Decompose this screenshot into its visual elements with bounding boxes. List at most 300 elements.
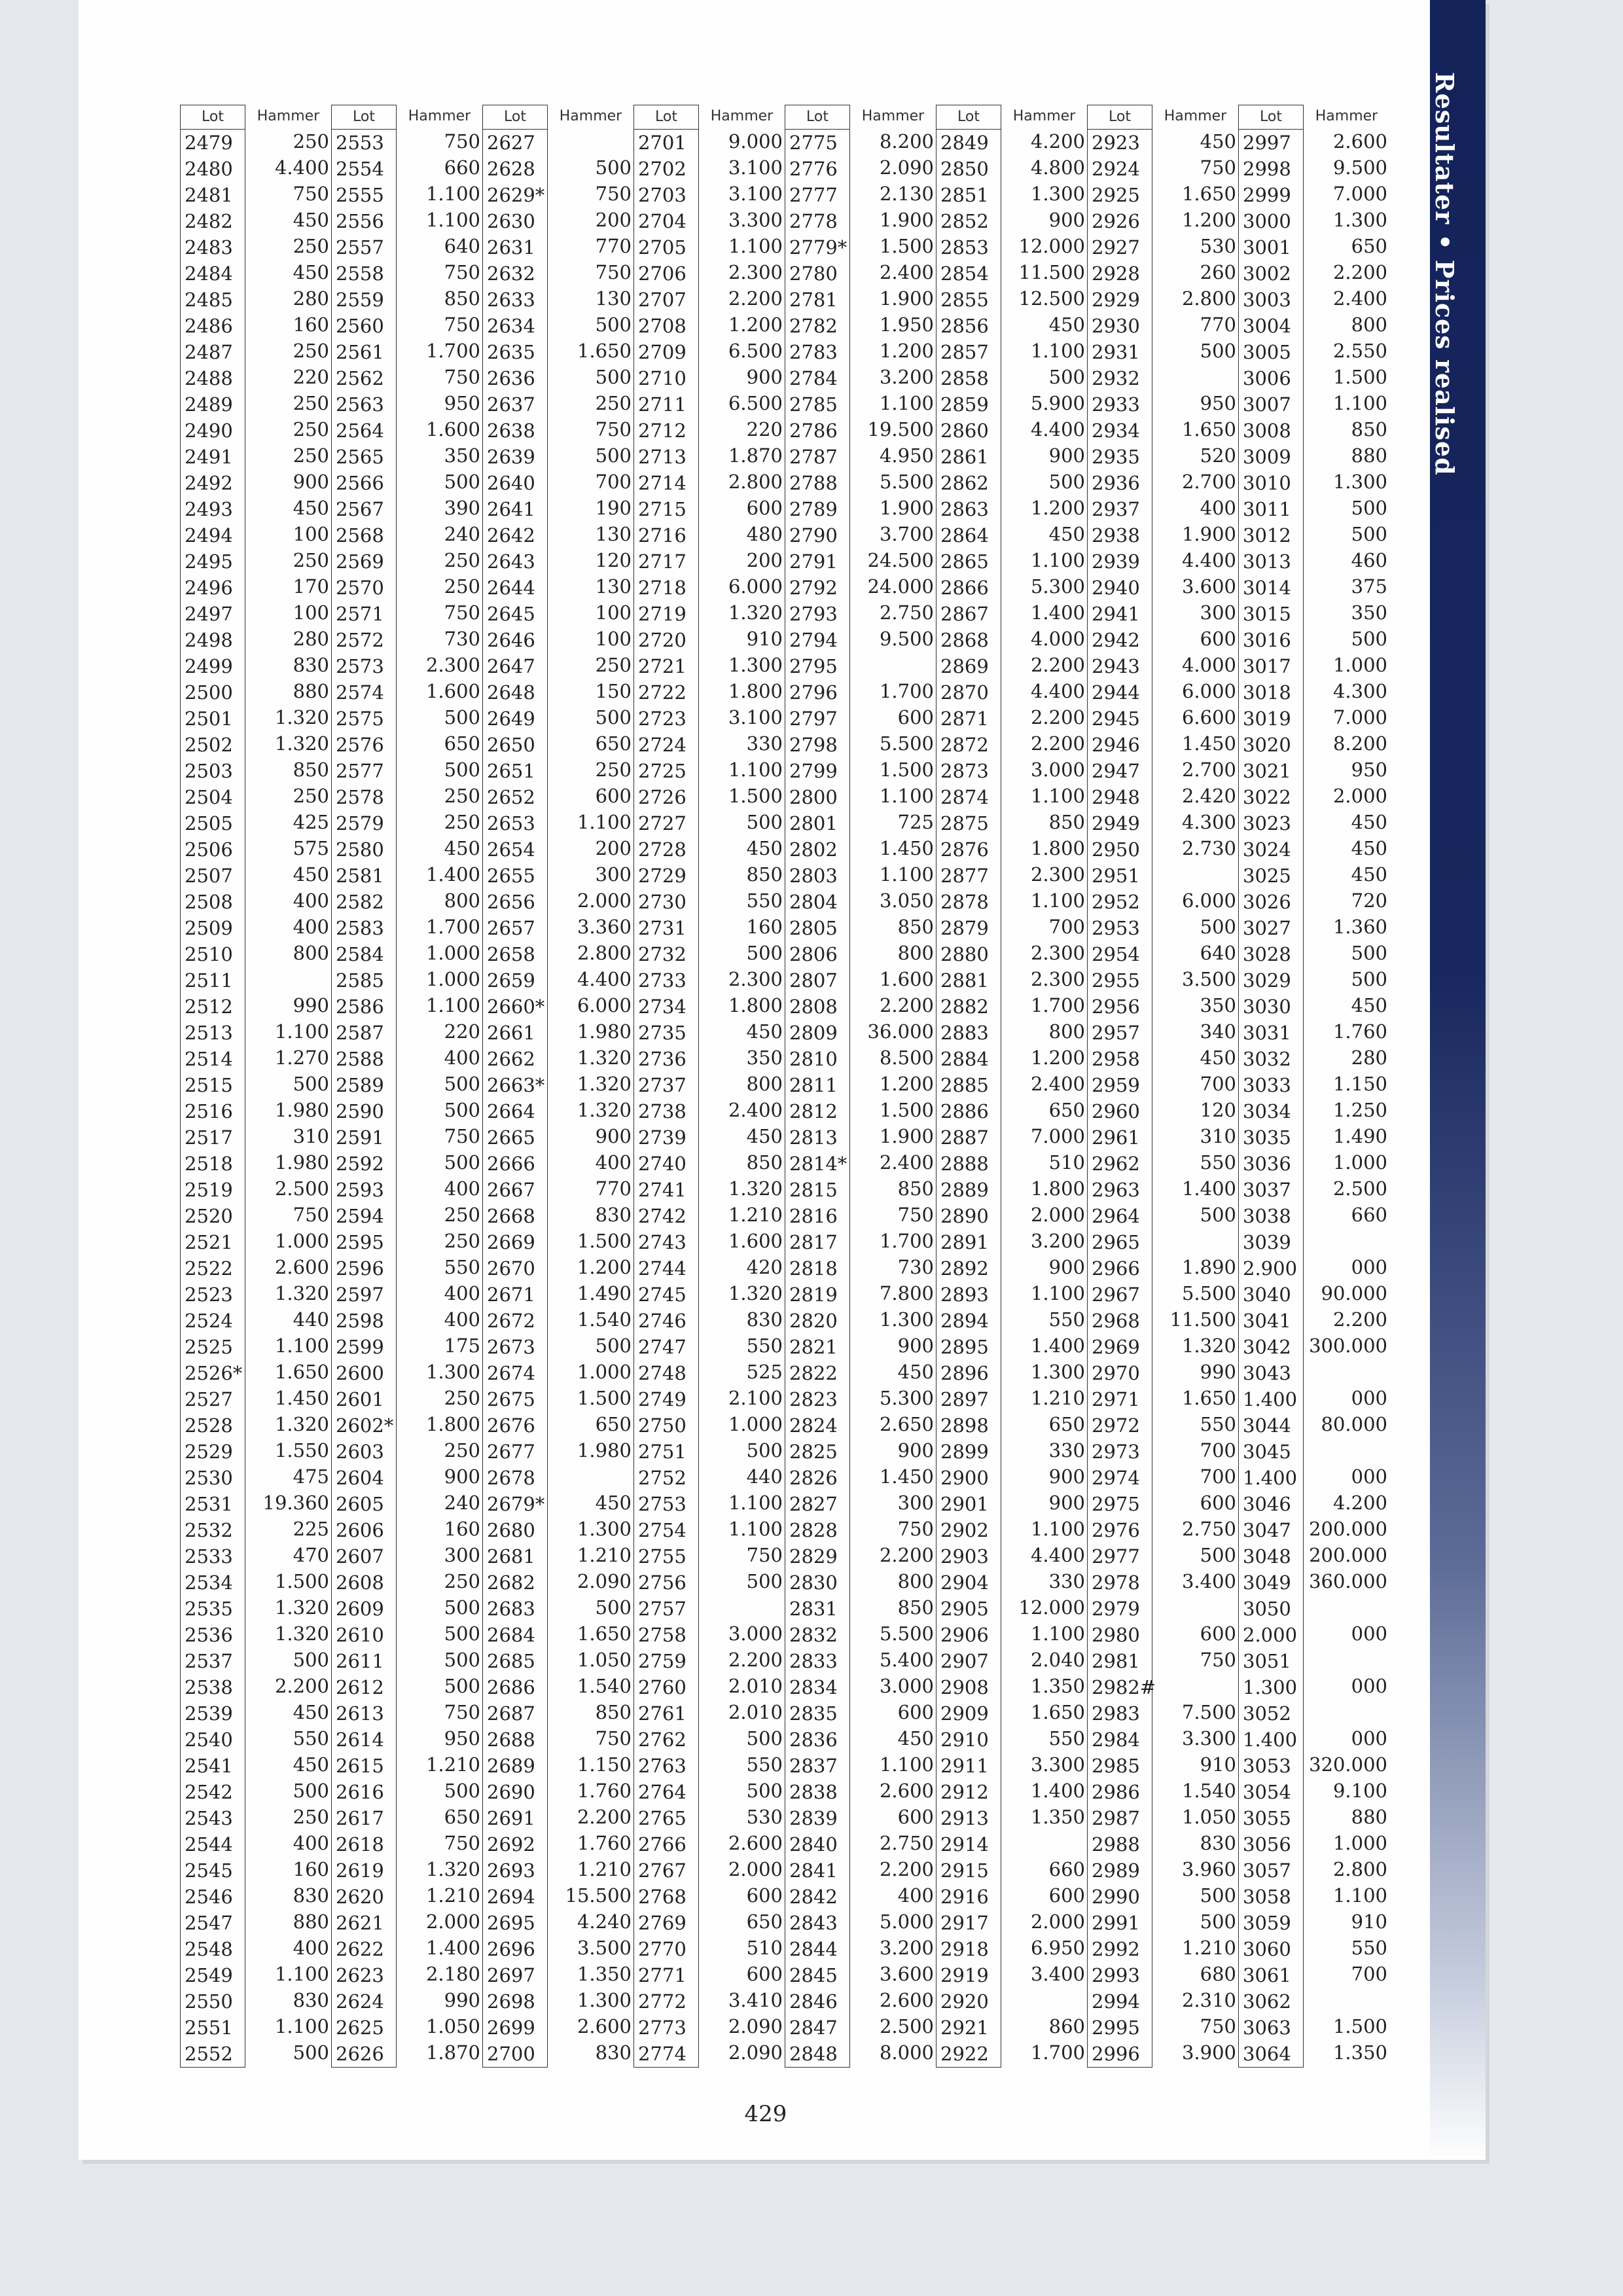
hammer-price: 600 <box>1200 1492 1236 1514</box>
hammer-price: 1.100 <box>425 183 480 205</box>
hammer-price: 500 <box>293 1073 329 1095</box>
lot-number: 2971 <box>1092 1388 1140 1410</box>
hammer-price: 1.650 <box>577 340 632 362</box>
hammer-price: 6.500 <box>728 392 783 414</box>
hammer-price: 880 <box>293 680 329 702</box>
hammer-price: 24.500 <box>867 549 934 571</box>
hammer-price: 160 <box>444 1518 480 1540</box>
hammer-price: 350 <box>1200 994 1236 1016</box>
lot-number: 2779* <box>789 236 847 259</box>
hammer-price: 600 <box>1048 1884 1085 1907</box>
lot-number: 2712 <box>638 420 687 442</box>
hammer-price: 1.360 <box>1332 916 1387 938</box>
hammer-price <box>1001 1830 1087 1856</box>
hammer-price: 7.000 <box>1030 1125 1085 1147</box>
lot-number: 2676 <box>487 1414 535 1437</box>
hammer-price: 500 <box>595 706 632 728</box>
lot-number: 2581 <box>336 865 384 887</box>
lot-number: 2771 <box>638 1964 687 1986</box>
hammer-price: 750 <box>746 1544 783 1566</box>
lot-number: 2653 <box>487 812 535 834</box>
lot-number: 2629* <box>487 184 545 206</box>
hammer-price: 1.320 <box>425 1858 480 1880</box>
hammer-price: 4.400 <box>1030 1544 1085 1566</box>
lot-number: 2720 <box>638 629 687 651</box>
lot-number: 2618 <box>336 1833 384 1856</box>
hammer-price: 2.300 <box>1030 863 1085 886</box>
hammer-price: 1.400 <box>1030 1780 1085 1802</box>
lot-number: 2989 <box>1092 1859 1140 1882</box>
lot-column <box>633 105 699 2068</box>
lot-number: 2854 <box>940 262 989 285</box>
hammer-price: 1.650 <box>577 1623 632 1645</box>
lot-number: 2638 <box>487 420 535 442</box>
hammer-price: 4.400 <box>1030 418 1085 440</box>
lot-number: 3015 <box>1243 603 1291 625</box>
lot-number: 2988 <box>1092 1833 1140 1856</box>
lot-number: 2747 <box>638 1336 687 1358</box>
lot-number: 2980 <box>1092 1624 1140 1646</box>
hammer-price: 3.300 <box>728 209 783 231</box>
lot-number: 2484 <box>185 262 233 285</box>
hammer-price: 1.350 <box>577 1963 632 1985</box>
column-group <box>482 105 633 2068</box>
hammer-price: 250 <box>444 1204 480 1226</box>
hammer-price: 1.350 <box>1030 1806 1085 1828</box>
lot-number: 2791 <box>789 550 838 573</box>
hammer-price: 750 <box>293 1204 329 1226</box>
lot-number: 2667 <box>487 1179 535 1201</box>
hammer-price: 850 <box>595 1701 632 1723</box>
lot-column <box>1087 105 1156 2068</box>
lot-number: 2939 <box>1092 550 1140 573</box>
lot-number: 2612 <box>336 1676 384 1698</box>
lot-number: 2596 <box>336 1257 384 1280</box>
hammer-price: 550 <box>1200 1413 1236 1435</box>
hammer-price: 2.800 <box>728 471 783 493</box>
hammer-price: 2.300 <box>728 968 783 990</box>
hammer-price: 12.000 <box>1018 1596 1085 1619</box>
hammer-price: 1.100 <box>1030 549 1085 571</box>
lot-number: 2617 <box>336 1807 384 1829</box>
lot-number: 2875 <box>940 812 989 834</box>
lot-number: 2631 <box>487 236 535 259</box>
hammer-price <box>245 966 331 992</box>
hammer-price: 700 <box>1200 1465 1236 1488</box>
hammer-price: 1.400 <box>425 863 480 886</box>
lot-number: 2946 <box>1092 734 1140 756</box>
lot-number: 2768 <box>638 1886 687 1908</box>
hammer-price: 400 <box>897 1884 934 1907</box>
lot-number: 2741 <box>638 1179 687 1201</box>
lot-number: 2734 <box>638 996 687 1018</box>
lot-number: 2832 <box>789 1624 838 1646</box>
lot-number: 2554 <box>336 158 384 180</box>
hammer-price: 2.400 <box>1030 1073 1085 1095</box>
hammer-price: 280 <box>1351 1047 1387 1069</box>
hammer-price <box>548 128 633 154</box>
lot-number: 2525 <box>185 1336 233 1358</box>
hammer-price: 600 <box>595 785 632 807</box>
hammer-price: 1.600 <box>728 1230 783 1252</box>
lot-number: 2655 <box>487 865 535 887</box>
lot-number: 2738 <box>638 1100 687 1122</box>
hammer-price: 2.010 <box>728 1675 783 1697</box>
hammer-price: 250 <box>444 549 480 571</box>
hammer-price: 800 <box>897 1570 934 1592</box>
hammer-price: 750 <box>444 314 480 336</box>
hammer-price: 730 <box>444 628 480 650</box>
lot-number: 2774 <box>638 2043 687 2065</box>
lot-number: 2601 <box>336 1388 384 1410</box>
hammer-price: 750 <box>595 183 632 205</box>
lot-number: 2770 <box>638 1938 687 1960</box>
lot-number: 2862 <box>940 472 989 494</box>
lot-number: 2641 <box>487 498 535 520</box>
lot-number: 2610 <box>336 1624 384 1646</box>
hammer-price: 220 <box>444 1020 480 1043</box>
lot-number: 2497 <box>185 603 233 625</box>
lot-number: 2580 <box>336 838 384 861</box>
hammer-price: 1.300 <box>879 1308 934 1331</box>
hammer-price: 8.200 <box>1332 732 1387 755</box>
lot-number: 2845 <box>789 1964 838 1986</box>
lot-column <box>936 105 1001 2068</box>
hammer-price: 1.500 <box>879 759 934 781</box>
lot-number: 2568 <box>336 524 384 547</box>
column-group <box>331 105 482 2068</box>
hammer-price: 3.000 <box>728 1623 783 1645</box>
lot-number: 2796 <box>789 681 838 704</box>
lot-number: 2870 <box>940 681 989 704</box>
hammer-price: 1.100 <box>1030 889 1085 912</box>
lot-number: 2982# <box>1092 1676 1156 1698</box>
hammer-price: 2.200 <box>274 1675 329 1697</box>
hammer-price: 11.500 <box>1018 261 1085 283</box>
hammer-price: 1.490 <box>577 1282 632 1304</box>
lot-number: 2719 <box>638 603 687 625</box>
lot-number: 3062 <box>1243 1990 1291 2013</box>
hammer-price: 1.100 <box>1332 392 1387 414</box>
lot-number: 2766 <box>638 1833 687 1856</box>
hammer-price: 1.400 <box>425 1937 480 1959</box>
hammer-price: 3.400 <box>1030 1963 1085 1985</box>
hammer-price: 24.000 <box>867 575 934 598</box>
hammer-price: 1.000 <box>577 1361 632 1383</box>
lot-number: 2703 <box>638 184 687 206</box>
hammer-price: 2.600 <box>577 2015 632 2037</box>
hammer-price: 2.310 <box>1181 1989 1236 2011</box>
hammer-price: 2.180 <box>425 1963 480 1985</box>
hammer-price: 880 <box>293 1910 329 1933</box>
hammer-price: 500 <box>746 1570 783 1592</box>
hammer-price: 250 <box>444 811 480 833</box>
lot-number: 2648 <box>487 681 535 704</box>
lot-number: 2555 <box>336 184 384 206</box>
lot-number: 2903 <box>940 1545 989 1568</box>
lot-number: 2716 <box>638 524 687 547</box>
hammer-price: 1.650 <box>1181 418 1236 440</box>
lot-number: 2690 <box>487 1781 535 1803</box>
lot-number: 2592 <box>336 1153 384 1175</box>
lot-number: 2599 <box>336 1336 384 1358</box>
hammer-price: 250 <box>293 549 329 571</box>
hammer-price: 500 <box>1048 471 1085 493</box>
hammer-price: 1.100 <box>879 863 934 886</box>
lot-number: 2560 <box>336 315 384 337</box>
lot-number: 2874 <box>940 786 989 808</box>
lot-number: 2843 <box>789 1912 838 1934</box>
hammer-price: 2.600 <box>1332 130 1387 152</box>
lot-number: 3012 <box>1243 524 1291 547</box>
hammer-price: 1.300 <box>577 1989 632 2011</box>
lot-number: 3050 <box>1243 1598 1291 1620</box>
hammer-price: 6.000 <box>1181 680 1236 702</box>
hammer-column <box>1001 105 1087 2068</box>
hammer-price: 000 <box>1351 1675 1387 1697</box>
hammer-price: 3.000 <box>1030 759 1085 781</box>
lot-number: 3030 <box>1243 996 1291 1018</box>
hammer-price: 240 <box>444 523 480 545</box>
hammer-price: 1.500 <box>274 1570 329 1592</box>
hammer-price: 1.550 <box>274 1439 329 1462</box>
hammer-price: 830 <box>1200 1832 1236 1854</box>
lot-number: 2714 <box>638 472 687 494</box>
hammer-price: 1.100 <box>728 1492 783 1514</box>
lot-number: 2772 <box>638 1990 687 2013</box>
hammer-price: 5.000 <box>879 1910 934 1933</box>
lot-number: 2752 <box>638 1467 687 1489</box>
hammer-price: 470 <box>293 1544 329 1566</box>
lot-number: 2728 <box>638 838 687 861</box>
lot-number: 2928 <box>1092 262 1140 285</box>
lot-number: 3022 <box>1243 786 1291 808</box>
column-group <box>633 105 785 2068</box>
hammer-price: 700 <box>1351 1963 1387 1985</box>
lot-number: 3048 <box>1243 1545 1291 1568</box>
lot-number: 3018 <box>1243 681 1291 704</box>
hammer-price: 550 <box>746 1335 783 1357</box>
hammer-price: 6.500 <box>728 340 783 362</box>
hammer-price: 9.500 <box>1332 156 1387 179</box>
hammer-price: 650 <box>444 732 480 755</box>
lot-number: 3009 <box>1243 446 1291 468</box>
hammer-price: 1.000 <box>425 942 480 964</box>
hammer-price <box>1152 1228 1238 1254</box>
hammer-price: 1.800 <box>1030 1177 1085 1200</box>
hammer-price: 8.000 <box>879 2041 934 2064</box>
lot-number: 2917 <box>940 1912 989 1934</box>
lot-number: 2587 <box>336 1022 384 1044</box>
lot-number: 2645 <box>487 603 535 625</box>
lot-number: 2881 <box>940 969 989 992</box>
lot-number: 2844 <box>789 1938 838 1960</box>
hammer-price: 12.500 <box>1018 287 1085 310</box>
hammer-price: 120 <box>1200 1099 1236 1121</box>
lot-number: 2537 <box>185 1650 233 1672</box>
hammer-price: 2.400 <box>728 1099 783 1121</box>
lot-number: 2788 <box>789 472 838 494</box>
hammer-price: 130 <box>595 523 632 545</box>
lot-number: 3056 <box>1243 1833 1291 1856</box>
lot-number: 2708 <box>638 315 687 337</box>
lot-number: 2593 <box>336 1179 384 1201</box>
lot-number: 2688 <box>487 1729 535 1751</box>
lot-number: 2718 <box>638 577 687 599</box>
hammer-price: 1.210 <box>728 1204 783 1226</box>
hammer-price: 2.100 <box>728 1387 783 1409</box>
hammer-price: 310 <box>1200 1125 1236 1147</box>
lot-number: 2563 <box>336 393 384 416</box>
lot-number: 3044 <box>1243 1414 1291 1437</box>
lot-number: 2567 <box>336 498 384 520</box>
lot-number: 2.000 <box>1243 1624 1298 1646</box>
hammer-price: 500 <box>444 1649 480 1671</box>
hammer-price: 750 <box>444 1832 480 1854</box>
lot-number: 2577 <box>336 760 384 782</box>
hammer-price: 910 <box>1200 1753 1236 1776</box>
hammer-price: 500 <box>595 1335 632 1357</box>
hammer-price: 830 <box>595 2041 632 2064</box>
hammer-price: 1.800 <box>1030 837 1085 859</box>
hammer-price: 725 <box>897 811 934 833</box>
hammer-price: 2.750 <box>879 601 934 624</box>
lot-number: 2499 <box>185 655 233 677</box>
lot-number: 2985 <box>1092 1755 1140 1777</box>
lot-number: 2532 <box>185 1519 233 1541</box>
hammer-price: 450 <box>293 863 329 886</box>
hammer-price: 12.000 <box>1018 235 1085 257</box>
lot-number: 2630 <box>487 210 535 232</box>
lot-number: 2479 <box>185 132 233 154</box>
hammer-price: 220 <box>746 418 783 440</box>
hammer-price: 1.760 <box>577 1780 632 1802</box>
lot-number: 2694 <box>487 1886 535 1908</box>
lot-number: 2954 <box>1092 943 1140 965</box>
hammer-price: 500 <box>1200 1910 1236 1933</box>
hammer-price: 1.100 <box>1030 340 1085 362</box>
hammer-price: 500 <box>1200 1884 1236 1907</box>
lot-number: 2927 <box>1092 236 1140 259</box>
lot-number: 3040 <box>1243 1283 1291 1306</box>
hammer-price <box>1304 1987 1389 2013</box>
lot-column <box>1238 105 1304 2068</box>
lot-number: 2860 <box>940 420 989 442</box>
hammer-price: 250 <box>293 340 329 362</box>
lot-number: 2969 <box>1092 1336 1140 1358</box>
hammer-header: Hammer <box>559 108 622 124</box>
hammer-price: 750 <box>595 1727 632 1749</box>
lot-number: 3028 <box>1243 943 1291 965</box>
lot-number: 2682 <box>487 1571 535 1594</box>
hammer-price: 1.600 <box>425 418 480 440</box>
lot-number: 2745 <box>638 1283 687 1306</box>
hammer-price: 1.350 <box>1030 1675 1085 1697</box>
lot-number: 2528 <box>185 1414 233 1437</box>
lot-number: 2853 <box>940 236 989 259</box>
hammer-price: 250 <box>444 1387 480 1409</box>
lot-number: 3057 <box>1243 1859 1291 1882</box>
hammer-price: 900 <box>1048 1492 1085 1514</box>
lot-number: 2756 <box>638 1571 687 1594</box>
hammer-price: 650 <box>1351 235 1387 257</box>
lot-number: 2968 <box>1092 1310 1140 1332</box>
hammer-price: 3.400 <box>1181 1570 1236 1592</box>
lot-number: 2605 <box>336 1493 384 1515</box>
hammer-price: 3.100 <box>728 156 783 179</box>
hammer-price <box>1304 1228 1389 1254</box>
hammer-price: 375 <box>1351 575 1387 598</box>
hammer-price: 5.900 <box>1030 392 1085 414</box>
lot-number: 2919 <box>940 1964 989 1986</box>
lot-number: 2620 <box>336 1886 384 1908</box>
lot-number: 2941 <box>1092 603 1140 625</box>
lot-number: 2899 <box>940 1441 989 1463</box>
lot-number: 2660* <box>487 996 545 1018</box>
hammer-price: 750 <box>293 183 329 205</box>
lot-number: 3045 <box>1243 1441 1291 1463</box>
lot-number: 2672 <box>487 1310 535 1332</box>
hammer-price: 2.040 <box>1030 1649 1085 1671</box>
lot-number: 2760 <box>638 1676 687 1698</box>
hammer-price: 2.550 <box>1332 340 1387 362</box>
hammer-price: 400 <box>444 1047 480 1069</box>
lot-number: 2689 <box>487 1755 535 1777</box>
hammer-price: 1.980 <box>274 1099 329 1121</box>
lot-number: 2876 <box>940 838 989 861</box>
lot-number: 2600 <box>336 1362 384 1384</box>
hammer-price: 1.100 <box>1030 785 1085 807</box>
hammer-price <box>1304 1594 1389 1621</box>
lot-number: 2705 <box>638 236 687 259</box>
hammer-price: 19.360 <box>262 1492 329 1514</box>
lot-number: 2632 <box>487 262 535 285</box>
hammer-price: 250 <box>293 785 329 807</box>
lot-number: 2717 <box>638 550 687 573</box>
lot-number: 2931 <box>1092 341 1140 363</box>
hammer-price <box>548 1463 633 1490</box>
hammer-price: 3.100 <box>728 706 783 728</box>
lot-number: 2578 <box>336 786 384 808</box>
hammer-price: 900 <box>897 1335 934 1357</box>
hammer-price: 2.650 <box>879 1413 934 1435</box>
hammer-price: 300 <box>897 1492 934 1514</box>
hammer-price: 3.200 <box>879 1937 934 1959</box>
hammer-price: 200 <box>595 209 632 231</box>
lot-number: 2504 <box>185 786 233 808</box>
hammer-header: Hammer <box>1012 108 1076 124</box>
hammer-price: 1.320 <box>728 1177 783 1200</box>
lot-number: 2957 <box>1092 1022 1140 1044</box>
hammer-price: 900 <box>1048 444 1085 467</box>
lot-number: 2558 <box>336 262 384 285</box>
lot-number: 2820 <box>789 1310 838 1332</box>
hammer-price: 1.210 <box>425 1753 480 1776</box>
lot-number: 3053 <box>1243 1755 1291 1777</box>
hammer-price: 500 <box>444 1623 480 1645</box>
lot-header: Lot <box>936 105 1001 130</box>
lot-number: 2887 <box>940 1126 989 1149</box>
lot-number: 2650 <box>487 734 535 756</box>
hammer-price: 720 <box>1351 889 1387 912</box>
lot-number: 3007 <box>1243 393 1291 416</box>
hammer-price: 550 <box>1200 1151 1236 1174</box>
lot-number: 3034 <box>1243 1100 1291 1122</box>
hammer-price: 500 <box>1200 340 1236 362</box>
lot-number: 2800 <box>789 786 838 808</box>
lot-number: 2930 <box>1092 315 1140 337</box>
lot-number: 2798 <box>789 734 838 756</box>
